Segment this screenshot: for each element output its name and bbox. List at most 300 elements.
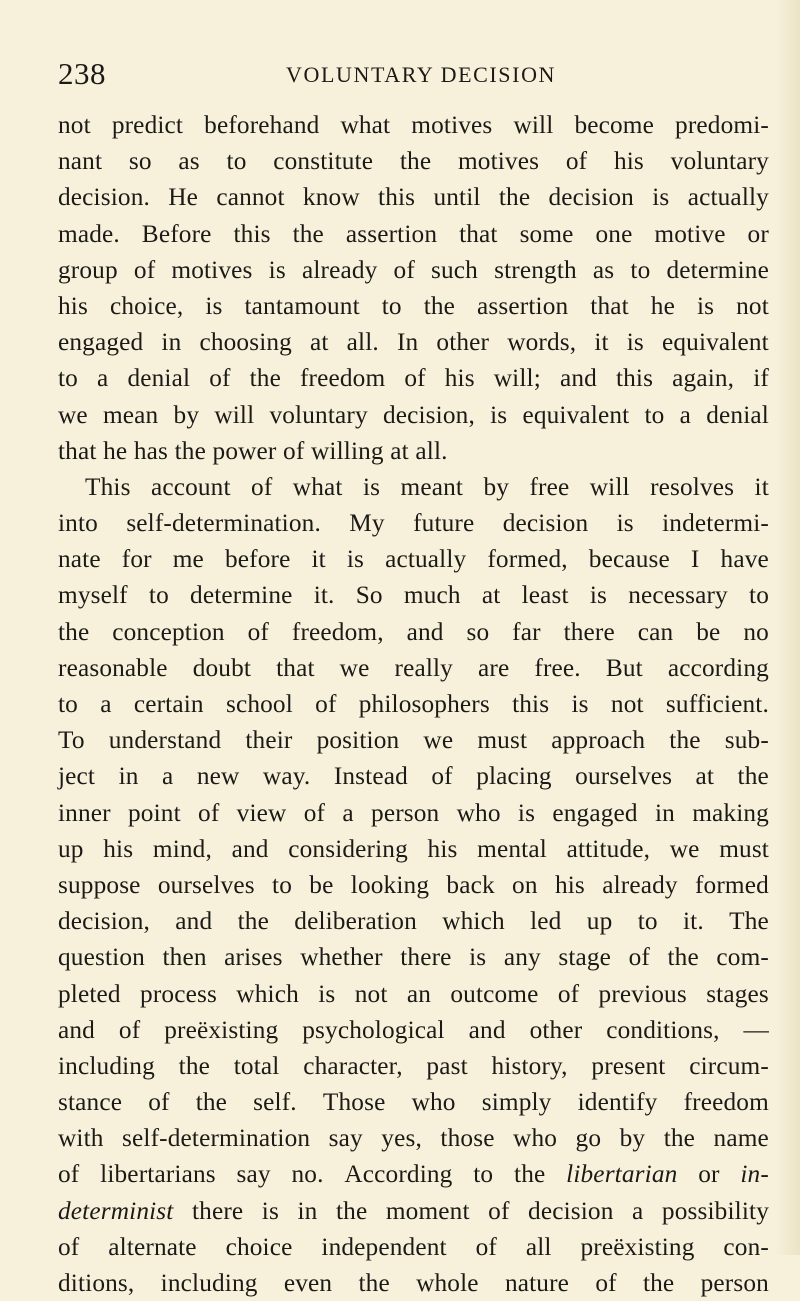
text-line <box>58 143 769 179</box>
word: ourselves <box>575 762 673 791</box>
word: indetermi- <box>662 509 769 538</box>
word: predomi- <box>675 111 769 139</box>
word: in- <box>740 1160 769 1189</box>
word: will <box>214 400 255 429</box>
word: But <box>605 653 643 682</box>
word: this <box>512 690 550 718</box>
word: the <box>195 1088 228 1117</box>
word: some <box>519 219 574 248</box>
word: is <box>517 798 536 827</box>
word: decision, <box>382 400 475 429</box>
word: philosophers <box>358 690 490 718</box>
word: the <box>237 907 269 936</box>
word: much <box>403 581 461 610</box>
word: So <box>355 581 383 610</box>
word: com- <box>716 943 769 972</box>
word: because <box>588 545 670 574</box>
word: the <box>399 147 432 176</box>
word: already <box>602 870 678 899</box>
word: or <box>698 1160 720 1189</box>
word: we <box>669 834 700 863</box>
word: which <box>236 979 299 1008</box>
word: led <box>530 907 562 936</box>
word: actually <box>687 183 769 212</box>
word: nate <box>58 545 101 574</box>
word: other <box>436 328 490 357</box>
word: motive <box>654 219 726 248</box>
word: his <box>427 834 458 863</box>
word: with <box>58 1124 104 1153</box>
word: choice, <box>109 291 184 320</box>
word: self-determination. <box>126 509 321 538</box>
word: by <box>483 472 510 501</box>
word: a <box>162 762 174 791</box>
word: and <box>406 617 444 646</box>
word: inner <box>58 798 111 827</box>
word: into <box>58 509 98 538</box>
word: it <box>594 328 609 357</box>
word: decision, <box>58 907 150 936</box>
word: the <box>669 726 701 755</box>
text-line <box>58 107 769 143</box>
word: he <box>103 436 128 465</box>
word: attitude, <box>566 834 651 863</box>
text-line <box>58 758 769 794</box>
word: name <box>713 1124 769 1153</box>
word: ourselves <box>157 870 255 899</box>
text-line <box>58 252 769 288</box>
word: to <box>148 581 169 610</box>
word: be <box>696 617 721 646</box>
text-line <box>58 1193 769 1229</box>
word: the <box>174 436 206 465</box>
word: is <box>318 979 336 1008</box>
word: of <box>488 1196 510 1225</box>
word: it <box>311 545 326 574</box>
word: of <box>393 255 415 284</box>
word: point <box>128 798 181 827</box>
word: an <box>406 979 432 1008</box>
word: is <box>696 291 715 320</box>
word: a <box>97 364 109 393</box>
word: it. <box>313 581 335 610</box>
word: the <box>667 943 699 972</box>
word: must <box>477 726 528 755</box>
word: what <box>340 111 391 139</box>
word: words, <box>507 328 577 357</box>
word: is <box>346 545 365 574</box>
word: will; <box>493 364 541 393</box>
text-line <box>58 216 769 252</box>
text-line <box>58 541 769 577</box>
word: is <box>362 472 381 501</box>
word: is <box>261 1196 279 1225</box>
word: who <box>513 1124 558 1153</box>
word: of <box>475 1232 497 1261</box>
word: mind, <box>152 834 212 863</box>
word: whether <box>300 943 383 972</box>
word: mental <box>477 834 547 863</box>
word: decision. <box>58 183 150 212</box>
word: in <box>161 328 182 357</box>
word: including <box>160 1269 258 1297</box>
word: My <box>349 509 385 538</box>
word: According <box>344 1160 453 1189</box>
word: group <box>58 255 118 284</box>
word: up <box>586 907 613 936</box>
text-line <box>58 722 769 758</box>
word: preëxisting <box>164 1015 279 1044</box>
word: necessary <box>628 581 728 610</box>
word: Instead <box>333 762 408 791</box>
word: conception <box>112 617 225 646</box>
word: of <box>118 1015 141 1044</box>
word: decision <box>528 1196 614 1225</box>
word: conditions, <box>606 1015 720 1044</box>
word: the <box>642 1269 675 1297</box>
word: stages <box>706 979 769 1008</box>
word: freedom <box>299 364 386 393</box>
word: motives <box>171 255 253 284</box>
word: that <box>459 219 498 248</box>
word: by <box>173 400 200 429</box>
word: deliberation <box>294 907 417 936</box>
word: nature <box>504 1269 570 1297</box>
word: making <box>692 798 769 827</box>
word: school <box>225 690 293 718</box>
word: not <box>354 979 388 1008</box>
word: placing <box>476 762 552 791</box>
word: to <box>473 1160 494 1189</box>
word: their <box>245 726 293 755</box>
word: the <box>423 291 456 320</box>
word: person <box>371 798 440 827</box>
word: other <box>529 1015 583 1044</box>
word: to <box>226 147 247 176</box>
word: to <box>630 255 651 284</box>
word: the <box>358 1269 390 1297</box>
word: as <box>178 147 200 176</box>
word: a <box>342 798 354 827</box>
word: have <box>720 545 769 574</box>
word: which <box>442 907 505 936</box>
word: of <box>595 1269 617 1297</box>
word: by <box>619 1124 646 1153</box>
page-edge-shading <box>774 0 800 1255</box>
word: simply <box>481 1088 552 1117</box>
word: not <box>610 690 644 718</box>
word: The <box>729 907 769 936</box>
word: independent <box>321 1232 447 1261</box>
word: This <box>85 472 131 501</box>
word: of <box>247 617 269 646</box>
word: of <box>198 798 220 827</box>
word: previous <box>598 979 687 1008</box>
word: of <box>209 364 231 393</box>
word: understand <box>108 726 222 755</box>
word: is <box>626 328 644 357</box>
word: of <box>58 1160 80 1189</box>
word: all <box>525 1232 552 1261</box>
word: we <box>423 726 454 755</box>
word: is <box>205 291 223 320</box>
word: up <box>58 834 84 863</box>
text-line <box>58 1265 769 1301</box>
word: way. <box>262 762 311 791</box>
text-line <box>58 795 769 831</box>
word: back <box>446 870 495 899</box>
word: present <box>591 1051 666 1080</box>
text-line <box>58 1120 769 1156</box>
word: arises <box>224 943 283 972</box>
word: freedom, <box>291 617 384 646</box>
word: say <box>236 1160 271 1189</box>
text-line <box>58 397 769 433</box>
word: at <box>481 581 501 610</box>
word: of <box>628 943 650 972</box>
word: preëxisting <box>580 1232 695 1261</box>
word: there <box>400 943 452 972</box>
word: He <box>168 183 199 212</box>
word: all. <box>415 436 448 465</box>
word: no <box>743 617 769 646</box>
word: already <box>301 255 378 284</box>
word: it. <box>682 907 704 936</box>
word: the <box>58 617 90 646</box>
word: constitute <box>273 147 374 176</box>
text-line <box>58 1012 769 1048</box>
word: determine <box>666 255 769 284</box>
word: yes, <box>381 1124 422 1153</box>
word: is <box>268 255 286 284</box>
word: this <box>378 183 416 212</box>
word: self-determination <box>122 1124 311 1153</box>
text-line <box>58 650 769 686</box>
word: denial <box>127 364 191 393</box>
word: suppose <box>58 870 141 899</box>
word: really <box>394 653 453 682</box>
word: is <box>571 690 589 718</box>
word: that <box>58 436 97 465</box>
text-line <box>58 1229 769 1265</box>
word: we <box>339 653 370 682</box>
word: voluntary <box>670 147 769 176</box>
text-line <box>58 179 769 215</box>
word: self. <box>253 1088 297 1117</box>
text-line <box>58 686 769 722</box>
word: not <box>736 291 769 320</box>
word: ject <box>58 762 96 791</box>
word: at <box>310 328 329 357</box>
word: myself <box>58 581 128 610</box>
word: for <box>121 545 152 574</box>
word: denial <box>706 400 769 429</box>
word: such <box>431 255 478 284</box>
word: the <box>335 1196 368 1225</box>
word: me <box>172 545 204 574</box>
word: sub- <box>724 726 769 755</box>
word: of <box>58 1232 80 1261</box>
word: choosing <box>199 328 292 357</box>
word: and <box>175 907 213 936</box>
text-line <box>58 360 769 396</box>
word: engaged <box>552 798 638 827</box>
word: as <box>592 255 615 284</box>
word: his <box>103 834 134 863</box>
word: if <box>753 364 769 393</box>
word: of <box>283 436 305 465</box>
word: to <box>644 400 665 429</box>
word: of <box>148 1088 170 1117</box>
word: can <box>637 617 674 646</box>
word: the <box>498 183 531 212</box>
word: no. <box>291 1160 324 1189</box>
text-line <box>58 1156 769 1192</box>
word: and <box>58 1015 95 1044</box>
word: ditions, <box>58 1269 135 1297</box>
body-text <box>58 107 769 1301</box>
word: considering <box>288 834 408 863</box>
word: outcome <box>450 979 539 1008</box>
word: go <box>575 1124 602 1153</box>
word: free. <box>534 653 581 682</box>
word: to <box>58 364 78 393</box>
word: To <box>58 726 85 755</box>
word: to <box>272 870 293 899</box>
word: — <box>743 1015 769 1044</box>
word: least <box>521 581 569 610</box>
word: made. <box>58 219 120 248</box>
word: there <box>191 1196 244 1225</box>
word: stance <box>58 1088 123 1117</box>
word: his <box>554 870 585 899</box>
word: who <box>456 798 501 827</box>
word: all. <box>346 328 379 357</box>
word: view <box>236 798 287 827</box>
word: equivalent <box>661 328 769 357</box>
word: in <box>297 1196 318 1225</box>
word: any <box>503 943 541 972</box>
text-line <box>58 433 769 469</box>
word: the <box>292 219 324 248</box>
word: be <box>309 870 334 899</box>
word: this <box>615 364 654 393</box>
word: equivalent <box>522 400 630 429</box>
word: approach <box>551 726 646 755</box>
word: so <box>128 147 152 176</box>
word: assertion <box>477 291 569 320</box>
word: on <box>512 870 538 899</box>
word: and <box>559 364 597 393</box>
running-head <box>58 54 738 94</box>
word: Those <box>322 1088 386 1117</box>
word: sufficient. <box>665 690 769 718</box>
word: the <box>249 364 281 393</box>
text-line <box>58 867 769 903</box>
word: choice <box>225 1232 293 1261</box>
word: question <box>58 943 145 972</box>
word: a <box>632 1196 644 1225</box>
word: and <box>468 1015 506 1044</box>
word: determinist <box>58 1196 174 1225</box>
word: future <box>413 509 475 538</box>
word: whole <box>416 1269 479 1297</box>
word: moment <box>385 1196 470 1225</box>
text-line <box>58 288 769 324</box>
word: of <box>303 798 326 827</box>
page-header-title: VOLUNTARY DECISION <box>286 62 557 87</box>
word: identify <box>577 1088 658 1117</box>
word: certain <box>133 690 204 718</box>
word: again, <box>672 364 735 393</box>
text-line <box>58 1084 769 1120</box>
word: motives <box>411 111 493 139</box>
word: In <box>396 328 419 357</box>
word: engaged <box>58 328 144 357</box>
word: one <box>595 219 633 248</box>
word: formed <box>694 870 769 899</box>
word: power <box>212 436 277 465</box>
word: alternate <box>108 1232 197 1261</box>
word: motives <box>457 147 540 176</box>
word: tantamount <box>244 291 360 320</box>
word: meant <box>400 472 464 501</box>
word: con- <box>723 1232 769 1261</box>
word: what <box>292 472 343 501</box>
word: psychological <box>302 1015 445 1044</box>
text-line <box>58 1048 769 1084</box>
text-line <box>58 976 769 1012</box>
word: possibility <box>661 1196 769 1225</box>
word: of <box>565 147 588 176</box>
word: libertarians <box>100 1160 216 1189</box>
word: he <box>650 291 675 320</box>
word: strength <box>494 255 577 284</box>
word: there <box>563 617 615 646</box>
word: so <box>466 617 490 646</box>
text-line <box>58 324 769 360</box>
word: predict <box>111 111 184 139</box>
word: of <box>133 255 156 284</box>
text-line <box>58 469 769 505</box>
word: history, <box>491 1051 568 1080</box>
word: will <box>513 111 554 139</box>
word: assertion <box>345 219 438 248</box>
word: not <box>58 111 91 139</box>
word: say <box>328 1124 363 1153</box>
word: before <box>224 545 291 574</box>
word: to <box>749 581 769 610</box>
word: will <box>589 472 630 501</box>
text-line <box>58 831 769 867</box>
word: including <box>58 1051 155 1080</box>
text-line <box>58 577 769 613</box>
text-line <box>58 614 769 650</box>
word: the <box>178 1051 210 1080</box>
word: total <box>233 1051 280 1080</box>
word: is <box>469 943 487 972</box>
word: has <box>133 436 169 465</box>
word: process <box>140 979 217 1008</box>
word: become <box>574 111 655 139</box>
word: doubt <box>192 653 252 682</box>
page-number: 238 <box>58 56 106 91</box>
word: the <box>663 1124 696 1153</box>
word: and <box>231 834 269 863</box>
word: I <box>690 545 700 574</box>
word: of <box>557 979 580 1008</box>
word: resolves <box>650 472 735 501</box>
